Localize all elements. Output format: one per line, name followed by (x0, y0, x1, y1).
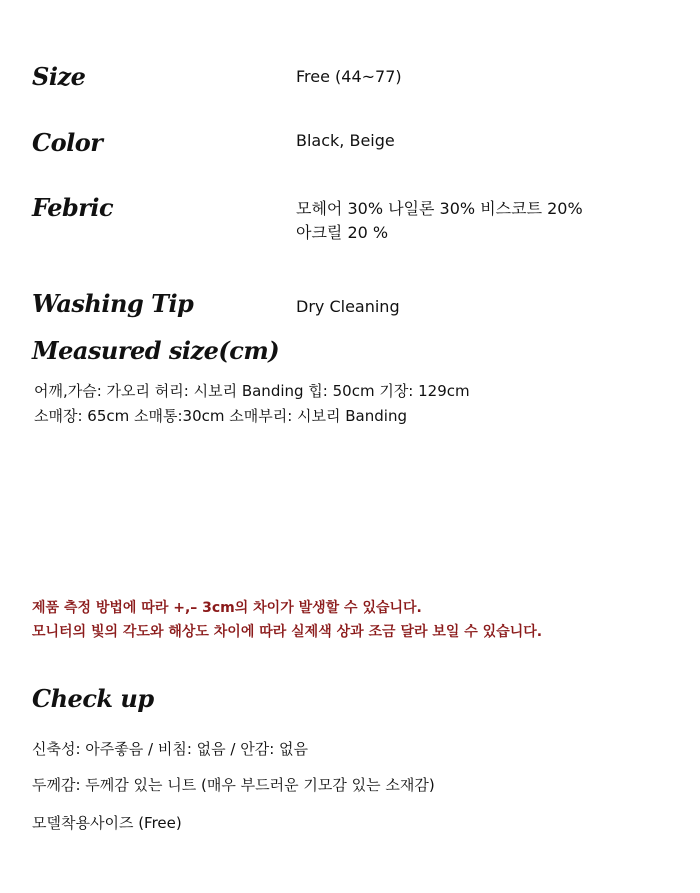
notice-line-2: 모니터의 빛의 각도와 해상도 차이에 따라 실제색 상과 조금 달라 보일 수 있습니다. (32, 624, 543, 640)
checkup-title: Check up (32, 684, 154, 713)
color-value: Black, Beige (296, 131, 395, 150)
fabric-value: 모헤어 30% 나일론 30% 비스코트 20% (296, 199, 583, 218)
color-label: Color (32, 128, 103, 157)
measured-line-1: 어깨,가슴: 가오리 허리: 시보리 Banding 힙: 50cm 기장: 129cm (34, 382, 470, 400)
fabric-value-line2: 아크릴 20 % (296, 223, 389, 242)
checkup-line-2: 두께감: 두께감 있는 니트 (매우 부드러운 기모감 있는 소재감) (32, 776, 435, 794)
measured-size-title: Measured size(cm) (32, 336, 280, 365)
notice-line-1: 제품 측정 방법에 따라 +,– 3cm의 차이가 발생할 수 있습니다. (32, 600, 422, 616)
size-value: Free (44~77) (296, 67, 402, 86)
checkup-line-3: 모델착용사이즈 (Free) (32, 814, 182, 832)
washing-tip-label: Washing Tip (32, 289, 194, 318)
size-label: Size (32, 62, 86, 91)
washing-tip-value: Dry Cleaning (296, 297, 400, 316)
checkup-line-1: 신축성: 아주좋음 / 비침: 없음 / 안감: 없음 (32, 740, 308, 758)
fabric-label: Febric (32, 193, 114, 222)
measured-line-2: 소매장: 65cm 소매통:30cm 소매부리: 시보리 Banding (34, 407, 407, 425)
